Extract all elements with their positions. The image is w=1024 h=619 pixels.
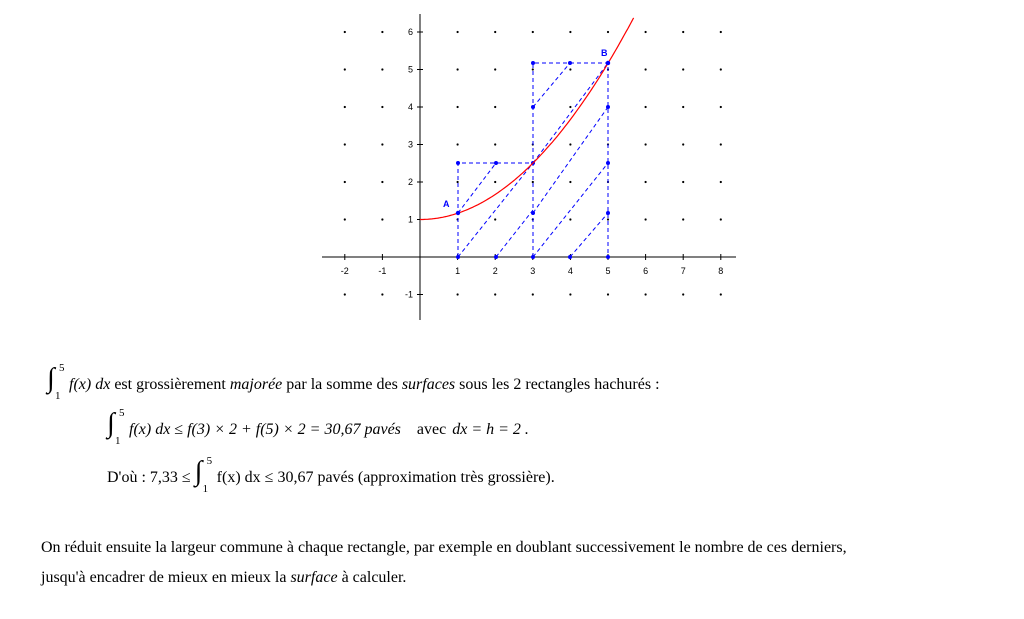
grid-dot xyxy=(532,181,534,183)
rectangle-1 xyxy=(458,163,533,257)
paragraph-line-1: On réduit ensuite la largeur commune à chaque rectangle, par exemple en doublant successivement le nombre de ces derniers, xyxy=(41,539,847,556)
grid-dot xyxy=(645,31,647,33)
grid-dot xyxy=(720,68,722,70)
grid-dot xyxy=(569,68,571,70)
grid-dot xyxy=(645,143,647,145)
grid-dot xyxy=(720,218,722,220)
grid-dot xyxy=(494,31,496,33)
y-tick-label: 3 xyxy=(407,139,413,150)
x-tick-label: 1 xyxy=(455,266,461,276)
grid-dot xyxy=(645,293,647,295)
grid-dot xyxy=(494,218,496,220)
x-tick-label: 5 xyxy=(605,266,611,276)
hatch-line xyxy=(533,107,608,213)
grid-dot xyxy=(532,31,534,33)
grid-dot xyxy=(569,293,571,295)
grid-dot xyxy=(720,143,722,145)
grid-dot xyxy=(720,181,722,183)
hatch-line xyxy=(533,63,570,107)
grid-dot xyxy=(344,31,346,33)
grid-dot xyxy=(682,218,684,220)
hatch-line xyxy=(496,210,533,257)
x-tick-label: 8 xyxy=(718,266,724,276)
y-tick-label: 1 xyxy=(407,214,413,225)
grid-dot xyxy=(682,68,684,70)
grid-dot xyxy=(607,218,609,220)
grid-dot xyxy=(645,106,647,108)
paragraph-line-2: jusqu'à encadrer de mieux en mieux la surface à calculer. xyxy=(41,569,407,586)
integral-expr: f(x) dx xyxy=(69,376,111,393)
grid-dot xyxy=(645,181,647,183)
grid-dot xyxy=(494,106,496,108)
grid-dot xyxy=(344,293,346,295)
grid-dot xyxy=(682,181,684,183)
grid-dot xyxy=(682,143,684,145)
grid-dot xyxy=(344,106,346,108)
hatch-line xyxy=(458,163,533,257)
upper-rectangles xyxy=(458,63,608,257)
grid-dot xyxy=(494,143,496,145)
grid-dot xyxy=(645,68,647,70)
x-tick-label: 4 xyxy=(567,266,573,276)
line-conclusion: D'où : 7,33 ≤ ∫ 5 1 f(x) dx ≤ 30,67 pavés (approximation très grossière). xyxy=(107,455,555,495)
grid-dot xyxy=(344,68,346,70)
y-tick-label: 5 xyxy=(407,64,413,75)
integral-sign: ∫ 5 1 xyxy=(194,455,213,495)
x-tick-label: 2 xyxy=(492,266,498,276)
grid-dot xyxy=(494,293,496,295)
point-a-marker xyxy=(456,211,460,215)
grid-dot xyxy=(532,293,534,295)
y-tick-label: 4 xyxy=(407,102,413,112)
hatch-points xyxy=(456,61,610,259)
grid-dot xyxy=(381,293,383,295)
x-tick-label: -2 xyxy=(340,266,349,276)
grid-dot xyxy=(381,218,383,220)
line-majoration: ∫ 5 1 f(x) dx est grossièrement majorée par la somme des surfaces sous les 2 rectangles hachurés : xyxy=(47,362,660,402)
grid-dot xyxy=(494,68,496,70)
grid-dot xyxy=(720,31,722,33)
grid-dot xyxy=(457,106,459,108)
hatch-line xyxy=(533,63,608,163)
grid-dot xyxy=(607,293,609,295)
grid-dot xyxy=(607,31,609,33)
grid-dot xyxy=(381,68,383,70)
grid-dot xyxy=(569,106,571,108)
hatch-line xyxy=(570,213,608,257)
grid-dot xyxy=(569,31,571,33)
grid-dot xyxy=(682,31,684,33)
x-tick-label: 3 xyxy=(530,266,536,276)
y-tick-label: 2 xyxy=(407,177,413,187)
grid-dot xyxy=(457,293,459,295)
point-a-label: A xyxy=(443,199,450,209)
integral-sign: ∫ 5 1 xyxy=(47,362,65,402)
grid-dot xyxy=(381,31,383,33)
grid-dot xyxy=(344,181,346,183)
grid-dot xyxy=(569,218,571,220)
grid-dot xyxy=(457,31,459,33)
conclusion-expr: f(x) dx ≤ 30,67 pavés (approximation très grossière). xyxy=(216,469,555,486)
grid-dot xyxy=(682,106,684,108)
inequality-expr: f(x) dx ≤ f(3) × 2 + f(5) × 2 = 30,67 pavés xyxy=(129,421,401,438)
grid-dot xyxy=(344,143,346,145)
integral-sign: ∫ 5 1 xyxy=(107,407,125,447)
y-tick-label: -1 xyxy=(404,289,413,300)
grid-dot xyxy=(532,68,534,70)
grid-dot xyxy=(682,293,684,295)
grid-dot xyxy=(720,106,722,108)
grid-dot xyxy=(457,143,459,145)
grid-dot xyxy=(344,218,346,220)
grid-dot xyxy=(381,143,383,145)
y-tick-label: 6 xyxy=(407,27,413,37)
x-tick-label: 6 xyxy=(643,266,649,276)
grid-dot xyxy=(720,293,722,295)
grid-dot xyxy=(381,106,383,108)
point-b-marker xyxy=(606,61,610,65)
grid-dot xyxy=(569,143,571,145)
grid-dot xyxy=(381,181,383,183)
grid-dot xyxy=(457,181,459,183)
grid-dot xyxy=(569,181,571,183)
grid-dot xyxy=(457,68,459,70)
point-b-label: B xyxy=(601,48,608,58)
x-tick-label: 7 xyxy=(680,266,686,276)
line-inequality: ∫ 5 1 f(x) dx ≤ f(3) × 2 + f(5) × 2 = 30,67 pavés avec dx = h = 2 . xyxy=(107,407,529,447)
x-tick-label: -1 xyxy=(378,266,387,276)
grid-dot xyxy=(494,181,496,183)
grid-dot xyxy=(645,218,647,220)
hatch-line xyxy=(533,163,608,257)
